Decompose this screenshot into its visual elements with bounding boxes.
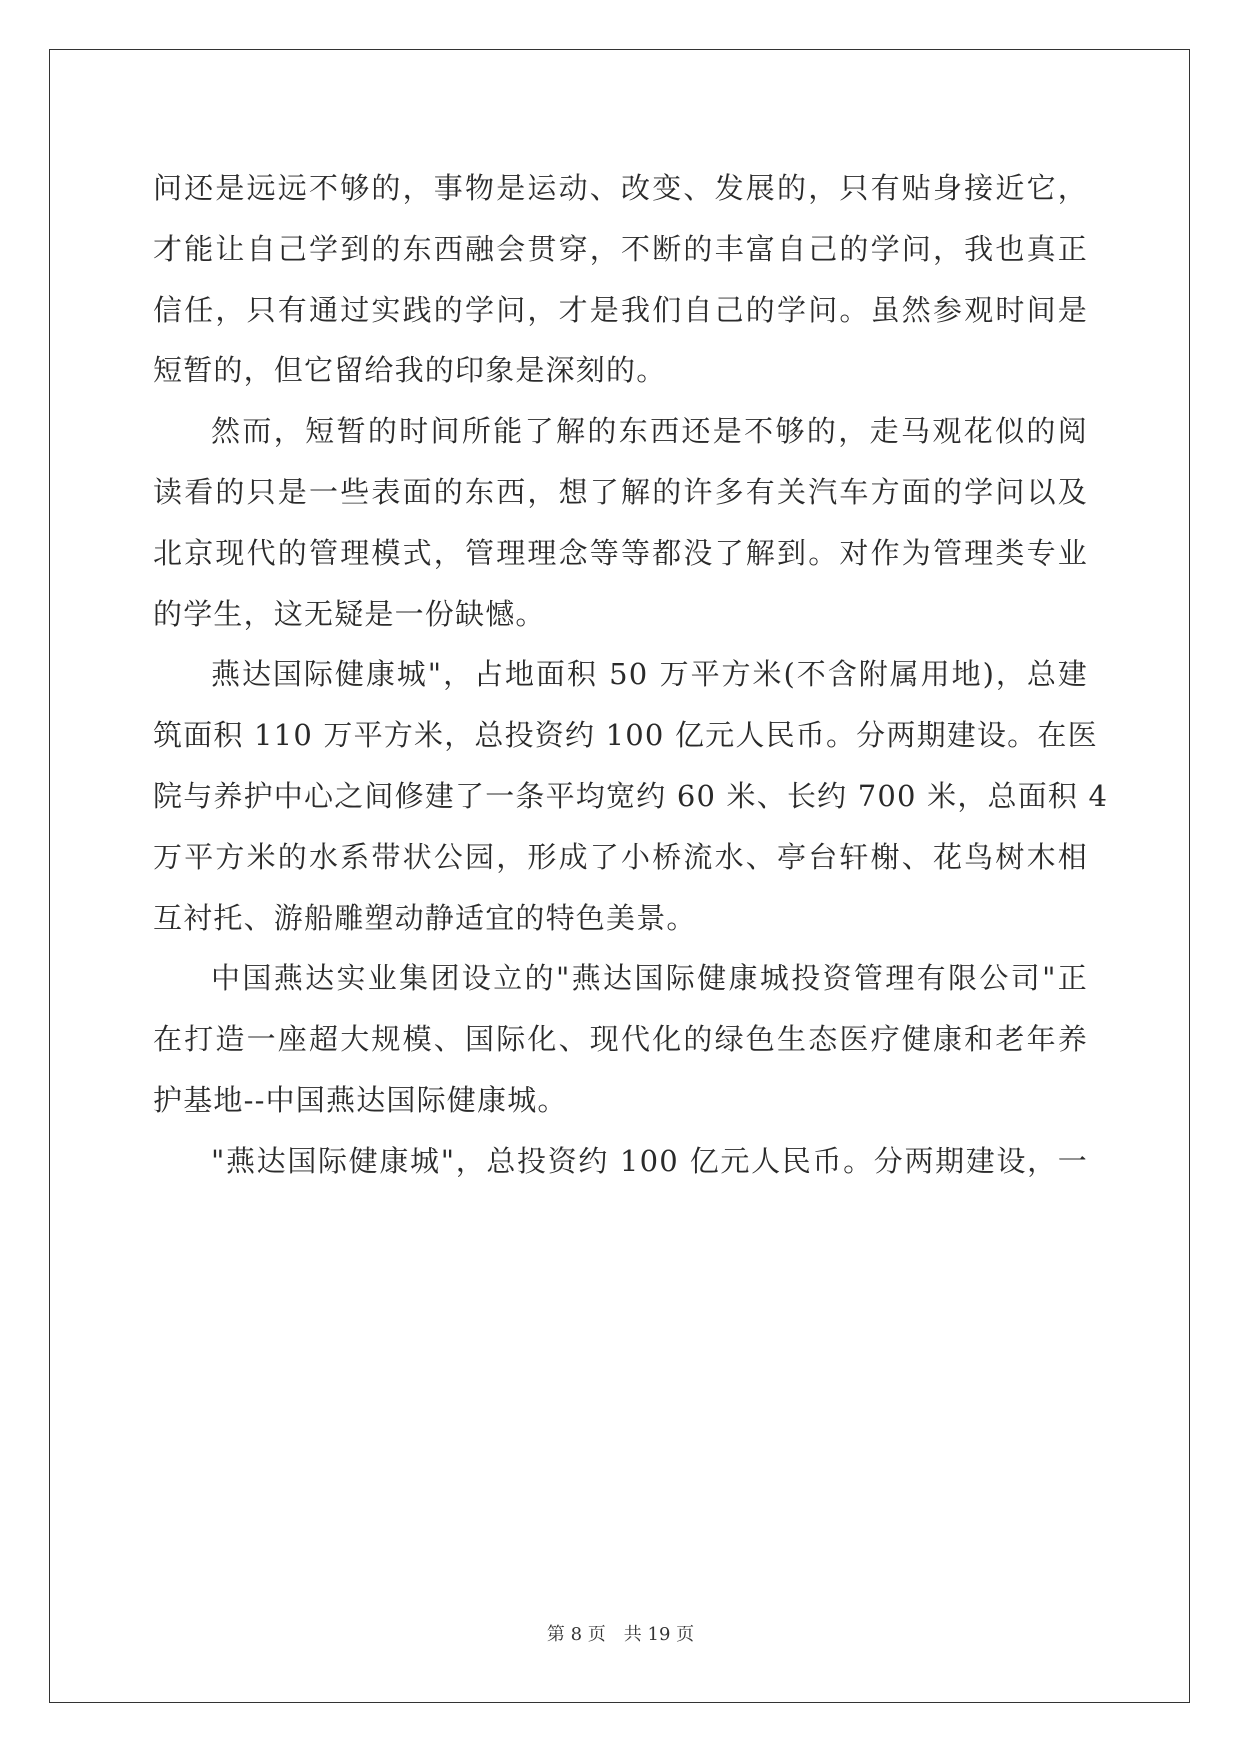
text-line: 护基地--中国燕达国际健康城。 [153,1082,568,1117]
text-line: 才能让自己学到的东西融会贯穿，不断的丰富自己的学问，我也真正 [153,231,1088,266]
text-line: 然而，短暂的时间所能了解的东西还是不够的，走马观花似的阅 [211,414,1088,449]
document-body [153,158,1109,1192]
text-line: 信任，只有通过实践的学问，才是我们自己的学问。虽然参观时间是 [153,292,1088,327]
text-line: 的学生，这无疑是一份缺憾。 [153,596,546,631]
text-line: 互衬托、游船雕塑动静适宜的特色美景。 [153,900,697,935]
text-line: 问还是远远不够的，事物是运动、改变、发展的，只有贴身接近它， [153,171,1088,205]
text-line: 北京现代的管理模式，管理理念等等都没了解到。对作为管理类专业 [153,535,1088,570]
text-line: 筑面积 110 万平方米，总投资约 100 亿元人民币。分两期建设。在医 [153,718,1098,753]
text-line: 院与养护中心之间修建了一条平均宽约 60 米、长约 700 米，总面积 4 [153,778,1109,813]
text-line: "燕达国际健康城"，总投资约 100 亿元人民币。分两期建设，一 [211,1143,1088,1178]
text-line: 燕达国际健康城"，占地面积 50 万平方米(不含附属用地)，总建 [211,657,1088,692]
text-line: 读看的只是一些表面的东西，想了解的许多有关汽车方面的学问以及 [153,474,1088,509]
text-line: 在打造一座超大规模、国际化、现代化的绿色生态医疗健康和老年养 [153,1022,1088,1057]
text-line: 万平方米的水系带状公园，形成了小桥流水、亭台轩榭、花鸟树木相 [153,839,1088,874]
page-number-footer: 第 8 页 共 19 页 [546,1624,695,1645]
text-line: 短暂的，但它留给我的印象是深刻的。 [153,353,667,388]
text-line: 中国燕达实业集团设立的"燕达国际健康城投资管理有限公司"正 [211,961,1088,996]
